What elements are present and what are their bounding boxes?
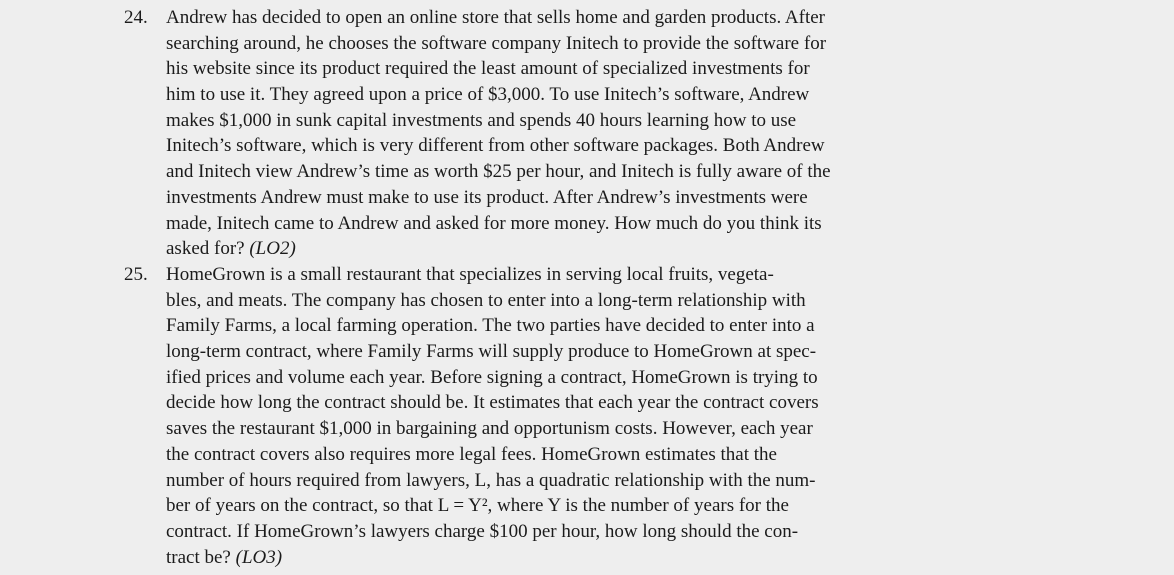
text-line-last-text: tract be? xyxy=(166,546,231,568)
text-line: searching around, he chooses the software company Initech to provide the software for xyxy=(166,32,827,54)
text-line: and Initech view Andrew’s time as worth $25 per hour, and Initech is fully aware of the xyxy=(166,161,831,183)
learning-objective-tag: (LO3) xyxy=(235,546,283,568)
problem-text xyxy=(166,262,926,570)
text-line: ber of years on the contract, so that L = Y², where Y is the number of years for the xyxy=(166,495,789,517)
text-line: saves the restaurant $1,000 in bargaining and opportunism costs. However, each year xyxy=(166,418,813,440)
text-line: decide how long the contract should be. It estimates that each year the contract covers xyxy=(166,392,819,414)
learning-objective-tag: (LO2) xyxy=(249,238,296,260)
problem-text xyxy=(166,5,926,262)
text-line: number of hours required from lawyers, L, has a quadratic relationship with the num- xyxy=(166,469,816,491)
text-line: the contract covers also requires more legal fees. HomeGrown estimates that the xyxy=(166,443,777,465)
text-line: Initech’s software, which is very different from other software packages. Both Andrew xyxy=(166,135,825,157)
text-line: Andrew has decided to open an online store that sells home and garden products. After xyxy=(166,7,826,28)
text-line: bles, and meats. The company has chosen to enter into a long-term relationship with xyxy=(166,289,806,311)
text-line: long-term contract, where Family Farms will supply produce to HomeGrown at spec- xyxy=(166,341,817,363)
text-line: Family Farms, a local farming operation. The two parties have decided to enter into a xyxy=(166,315,815,337)
problem-number: 25. xyxy=(124,264,148,285)
text-line-last xyxy=(166,236,926,262)
text-line: makes $1,000 in sunk capital investments and spends 40 hours learning how to use xyxy=(166,109,797,131)
text-line: his website since its product required the least amount of specialized investments for xyxy=(166,58,810,80)
text-line: him to use it. They agreed upon a price of $3,000. To use Initech’s software, Andrew xyxy=(166,84,810,106)
text-line: contract. If HomeGrown’s lawyers charge $100 per hour, how long should the con- xyxy=(166,520,799,542)
text-line: HomeGrown is a small restaurant that specializes in serving local fruits, vegeta- xyxy=(166,264,774,285)
text-line-last-text: asked for? xyxy=(166,238,245,260)
text-line-last xyxy=(166,545,926,571)
text-line: ified prices and volume each year. Before signing a contract, HomeGrown is trying to xyxy=(166,366,818,388)
text-line: made, Initech came to Andrew and asked for more money. How much do you think its xyxy=(166,212,822,234)
text-line: investments Andrew must make to use its product. After Andrew’s investments were xyxy=(166,186,808,208)
problem-number: 24. xyxy=(124,7,148,28)
